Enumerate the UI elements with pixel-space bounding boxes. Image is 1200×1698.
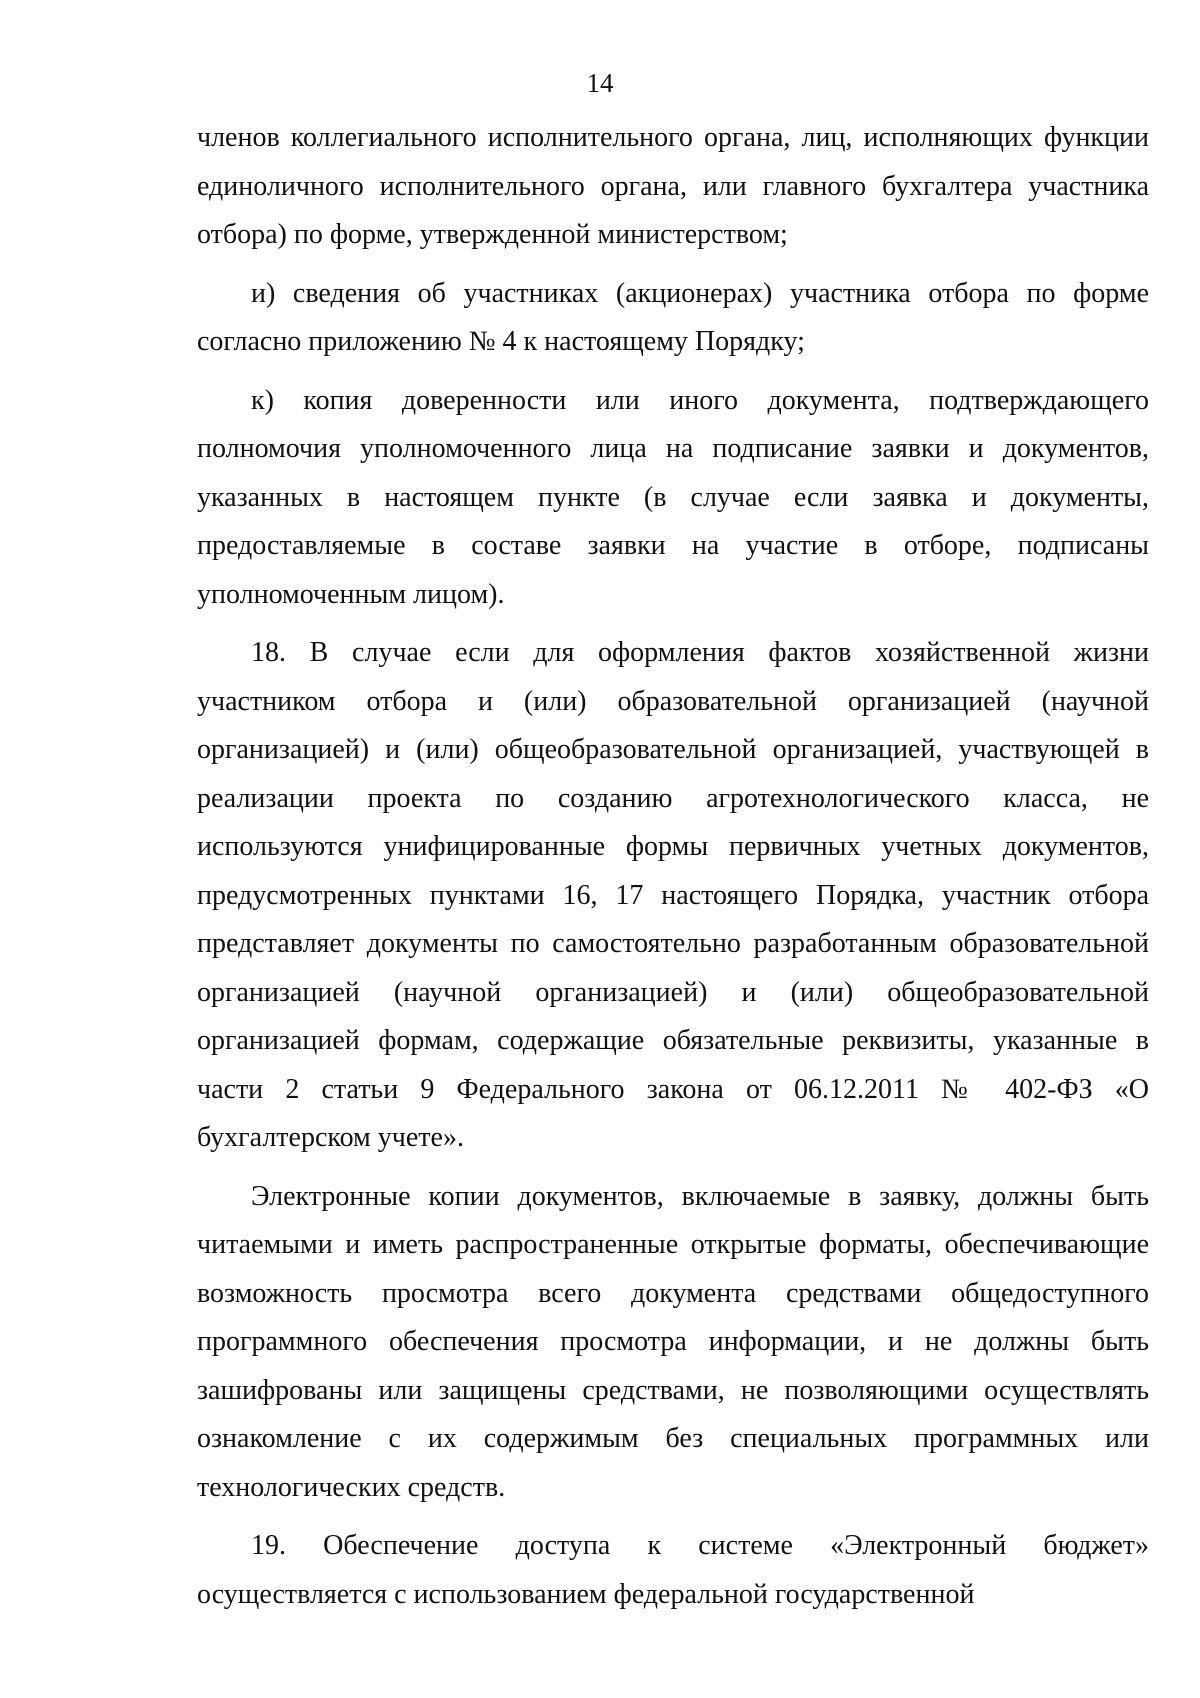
- paragraph-electronic-copies: Электронные копии документов, включаемые в заявку, должны быть читаемыми и иметь распространенные открытые форматы, обеспечивающие возможность просмотра всего документа средствами общедоступного программного обеспечения просмотра информации, и не должны быть зашифрованы или защищены средствами, не позволяющими осуществлять ознакомление с их содержимым без специальных программных или технологических средств.: [197, 1180, 1149, 1503]
- page-number: 14: [586, 68, 614, 98]
- paragraph-clause-19: 19. Обеспечение доступа к системе «Электронный бюджет» осуществляется с использованием федеральной государственной: [197, 1530, 1149, 1610]
- paragraph-continuation: членов коллегиального исполнительного органа, лиц, исполняющих функции единоличного исполнительного органа, или главного бухгалтера участника отбора) по форме, утвержденной министерством;: [197, 122, 1149, 250]
- paragraph-item-i: и) сведения об участниках (акционерах) участника отбора по форме согласно приложению № 4 к настоящему Порядку;: [197, 277, 1149, 357]
- paragraph-clause-18: 18. В случае если для оформления фактов хозяйственной жизни участником отбора и (или) образовательной организацией (научной организацией) и (или) общеобразовательной организацией, участвующей в реализации проекта по созданию агротехнологического класса, не используются унифицированные формы первичных учетных документов, предусмотренных пунктами 16, 17 настоящего Порядка, участник отбора представляет документы по самостоятельно разработанным образовательной организацией (научной организацией) и (или) общеобразовательной организацией формам, содержащие обязательные реквизиты, указанные в части 2 статьи 9 Федерального закона от 06.12.2011 № 402-ФЗ «О бухгалтерском учете».: [197, 637, 1149, 1153]
- document-body: [197, 114, 1149, 1619]
- paragraph-item-k: к) копия доверенности или иного документа, подтверждающего полномочия уполномоченного лица на подписание заявки и документов, указанных в настоящем пункте (в случае если заявка и документы, предоставляемые в составе заявки на участие в отборе, подписаны уполномоченным лицом).: [197, 384, 1149, 610]
